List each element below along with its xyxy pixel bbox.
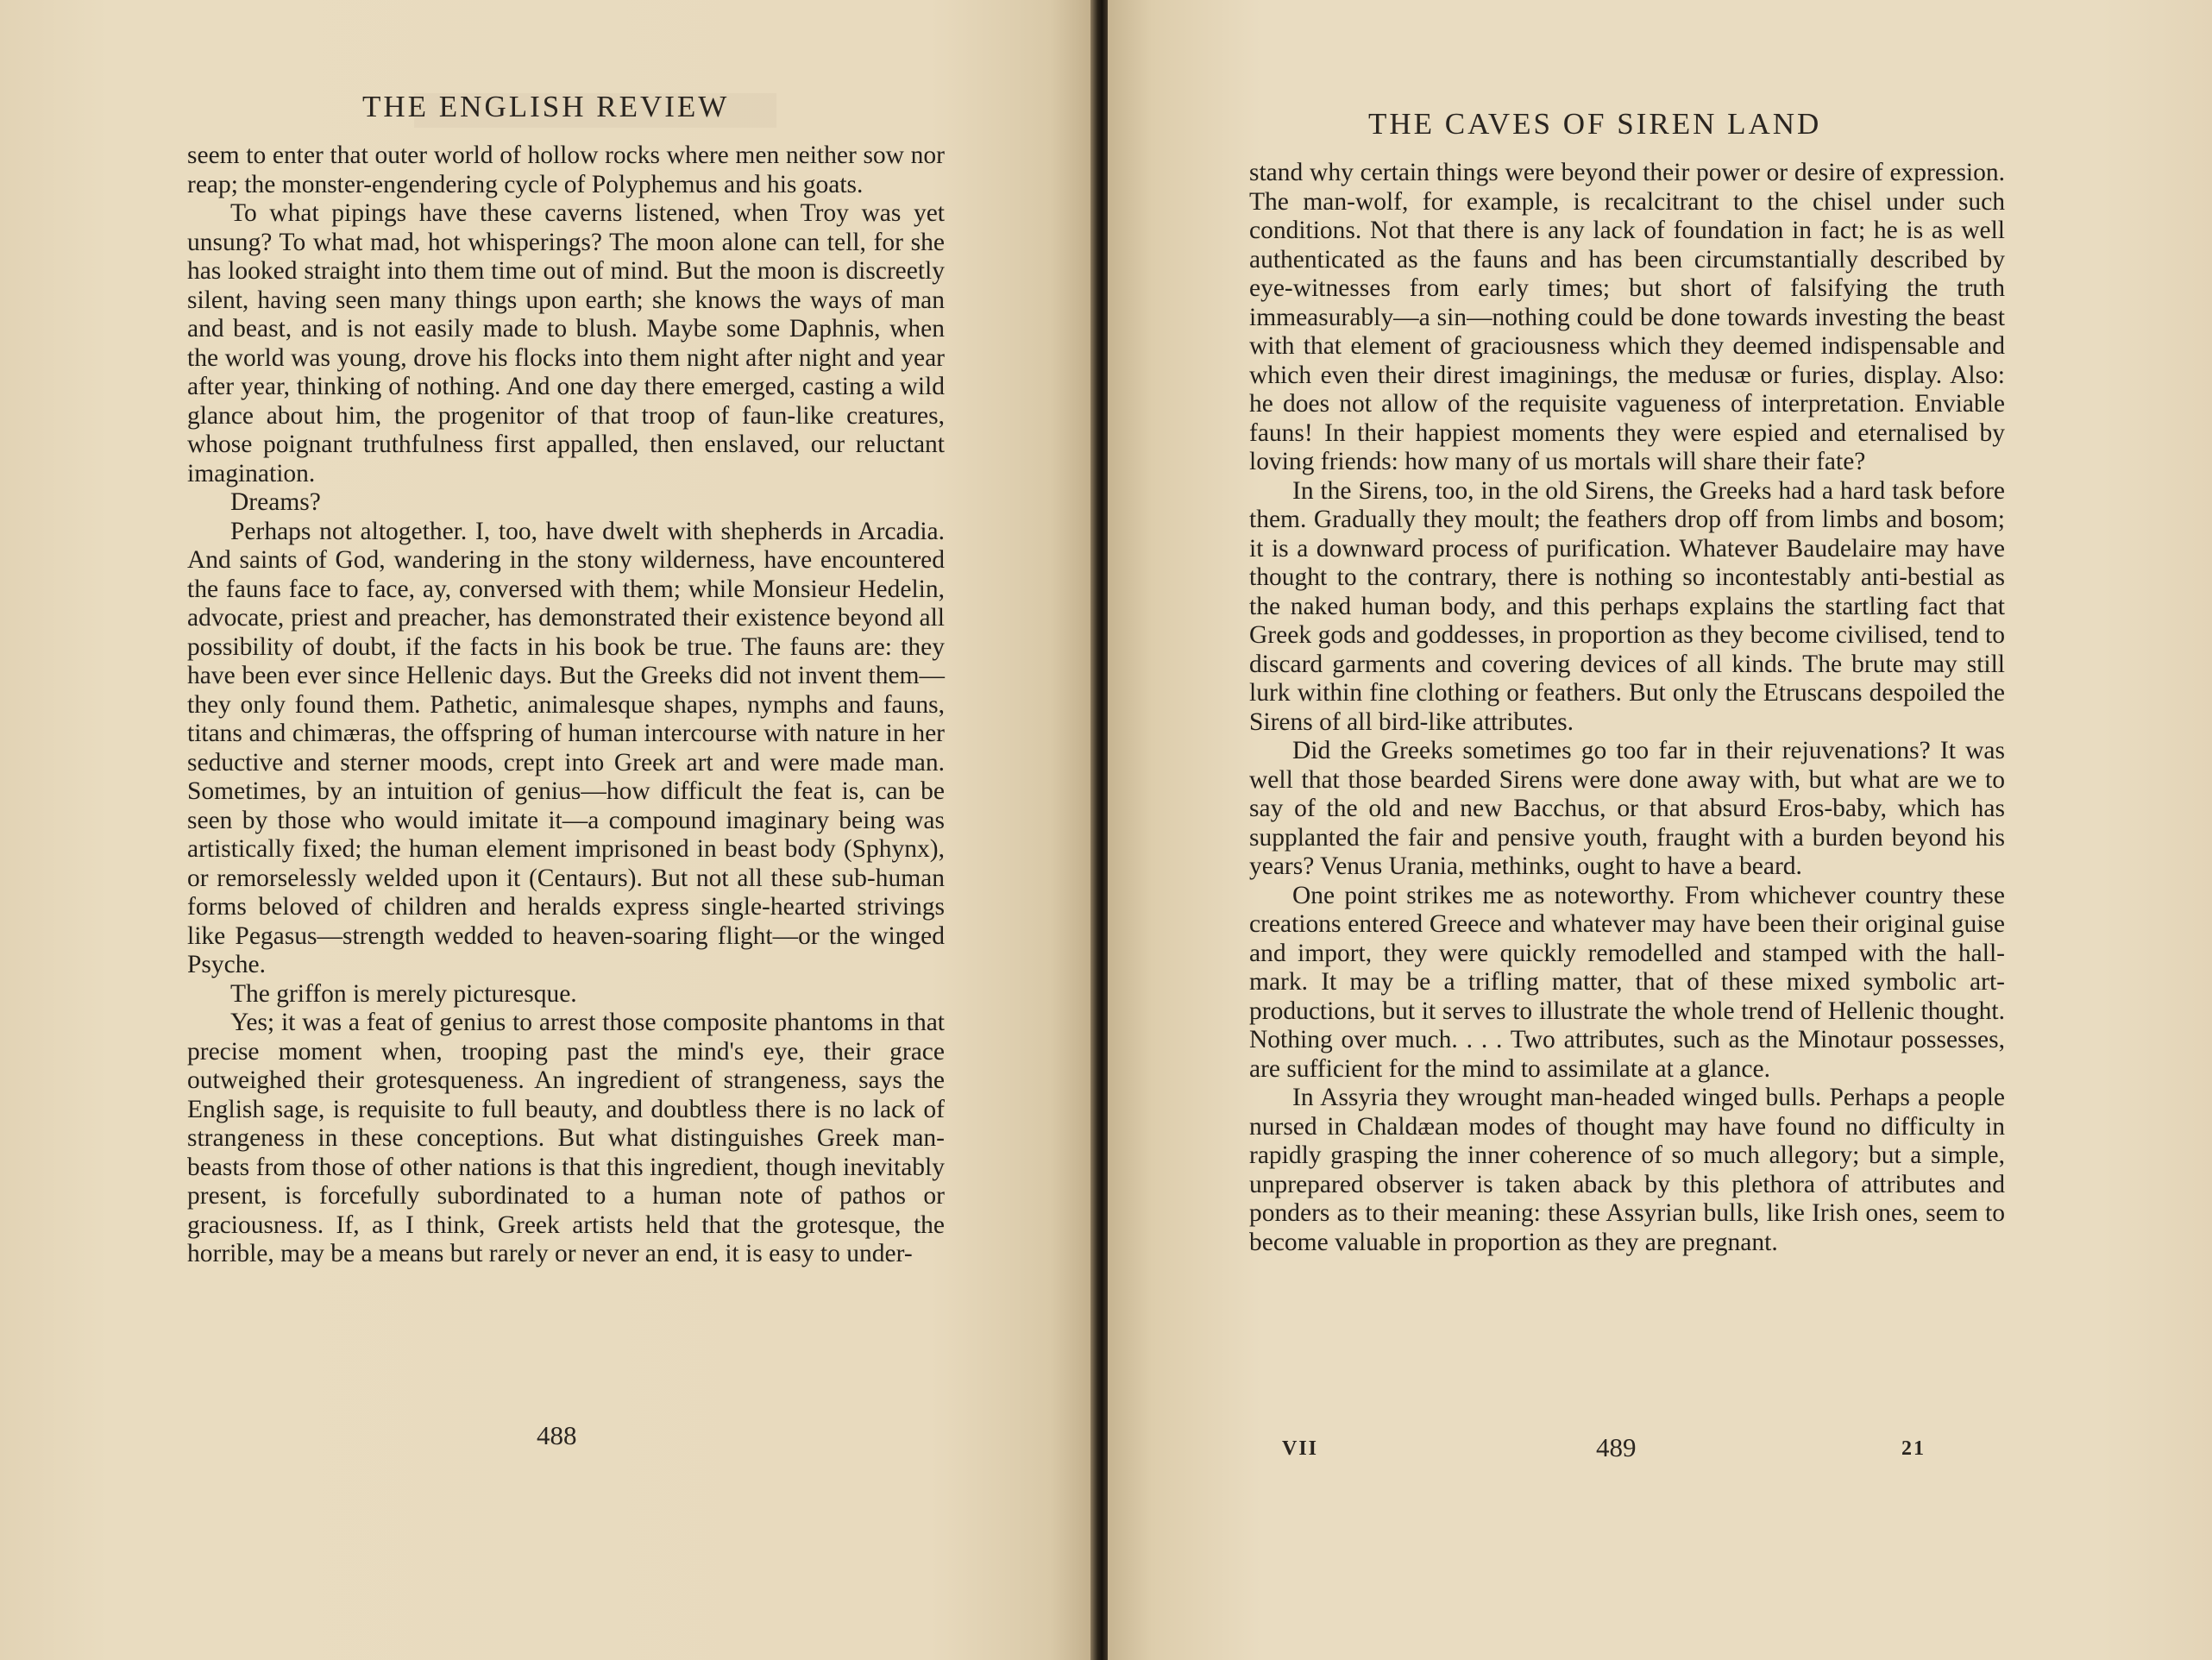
paragraph: The griffon is merely picturesque.	[230, 979, 577, 1008]
paragraph: Yes; it was a feat of genius to arrest those composite phantoms in that precise moment when, trooping past the mind's eye, their grace outweighed their grotesqueness. An ingredient of strangeness, says the English sage, is requisite to full beauty, and doubtless there is no lack of strangeness in these conceptions. But what distinguishes Greek man-beasts from those of other nations is that this ingredient, though inevitably present, is forcefully subordinated to a human note of pathos or graciousness. If, as I think, Greek artists held that the grotesque, the horrible, may be a means but rarely or never an end, it is easy to under-	[187, 1009, 945, 1267]
paragraph: Did the Greeks sometimes go too far in their rejuvenations? It was well that those bearded Sirens were done away with, but what are we to say of the old and new Bacchus, or that absurd Eros-baby, which has supplanted the fair and pensive youth, fraught with a burden beyond his years? Venus Urania, methinks, ought to have a beard.	[1249, 737, 2005, 880]
right-text-block	[1249, 159, 2005, 1257]
left-page-number: 488	[537, 1420, 577, 1450]
paragraph: Dreams?	[230, 488, 321, 516]
left-running-head: THE ENGLISH REVIEW	[362, 90, 730, 123]
right-page-number: 489	[1596, 1432, 1637, 1462]
signature-mark: VII	[1282, 1437, 1319, 1460]
paragraph: In the Sirens, too, in the old Sirens, the Greeks had a hard task before them. Gradually they moult; the feathers drop off from limbs and bosom; it is a downward process of purification. Whatever Baudelaire may have thought to the contrary, there is nothing so incontestably anti-bestial as the naked human body, and this perhaps explains the startling fact that Greek gods and goddesses, in proportion as they become civilised, tend to discard garments and covering devices of all kinds. The brute may still lurk within fine clothing or feathers. But only the Etruscans despoiled the Sirens of all bird-like attributes.	[1249, 476, 2005, 736]
paragraph: In Assyria they wrought man-headed winged bulls. Perhaps a people nursed in Chaldæan modes of thought may have found no difficulty in rapidly grasping the inner coherence of so much allegory; but a simple, unprepared observer is taken aback by this plethora of attributes and ponders as to their meaning: these Assyrian bulls, like Irish ones, seem to become valuable in proportion as they are pregnant.	[1249, 1084, 2005, 1256]
left-text-block	[187, 141, 945, 1269]
paragraph: One point strikes me as noteworthy. From whichever country these creations entered Greece and whatever may have been their original guise and import, they were quickly remodelled and stamped with the hall-mark. It may be a trifling matter, that of these mixed symbolic art-productions, but it serves to illustrate the whole trend of Hellenic thought. Nothing over much. . . . Two attributes, such as the Minotaur possesses, are sufficient for the mind to assimilate at a glance.	[1249, 881, 2005, 1083]
paragraph: stand why certain things were beyond their power or desire of expression. The man-wolf, for example, is recalcitrant to the chisel under such conditions. Not that there is any lack of foundation in fact; he is as well authenticated as the fauns and has been circumstantially described by eye-witnesses from early times; but short of falsifying the truth immeasurably—a sin—nothing could be done towards investing the beast with that element of graciousness which they deemed indispensable and which even their direst imaginings, the medusæ or furies, display. Also: he does not allow of the requisite vagueness of interpretation. Enviable fauns! In their happiest moments they were espied and eternalised by loving friends: how many of us mortals will share their fate?	[1249, 159, 2005, 475]
right-page	[1108, 0, 2212, 1660]
paragraph: seem to enter that outer world of hollow rocks where men neither sow nor reap; the monster-engendering cycle of Polyphemus and his goats.	[187, 141, 945, 198]
paragraph: Perhaps not altogether. I, too, have dwelt with shepherds in Arcadia. And saints of God, wandering in the stony wilderness, have encountered the fauns face to face, ay, conversed with them; while Monsieur Hedelin, advocate, priest and preacher, has demonstrated their existence beyond all possibility of doubt, if the facts in his book be true. The fauns are: they have been ever since Hellenic days. But the Greeks did not invent them—they only found them. Pathetic, animalesque shapes, nymphs and fauns, titans and chimæras, the offspring of human intercourse with nature in her seductive and sterner moods, crept into Greek art and were made man. Sometimes, by an intuition of genius—how difficult the feat is, can be seen by those who would imitate it—a compound imaginary being was artistically fixed; the human element imprisoned in beast body (Sphynx), or remorselessly welded upon it (Centaurs). But not all these sub-human forms beloved of children and heralds express single-hearted strivings like Pegasus—strength wedded to heaven-soaring flight—or the winged Psyche.	[187, 517, 945, 978]
left-page	[0, 0, 1094, 1660]
right-running-head: THE CAVES OF SIREN LAND	[1368, 107, 1822, 141]
gathering-number: 21	[1901, 1437, 1926, 1460]
paragraph: To what pipings have these caverns listened, when Troy was yet unsung? To what mad, hot whisperings? The moon alone can tell, for she has looked straight into them time out of mind. But the moon is discreetly silent, having seen many things upon earth; she knows the ways of man and beast, and is not easily made to blush. Maybe some Daphnis, when the world was young, drove his flocks into them night after night and year after year, thinking of nothing. And one day there emerged, casting a wild glance about him, the progenitor of that troop of faun-like creatures, whose poignant truthfulness first appalled, then enslaved, our reluctant imagination.	[187, 199, 945, 487]
